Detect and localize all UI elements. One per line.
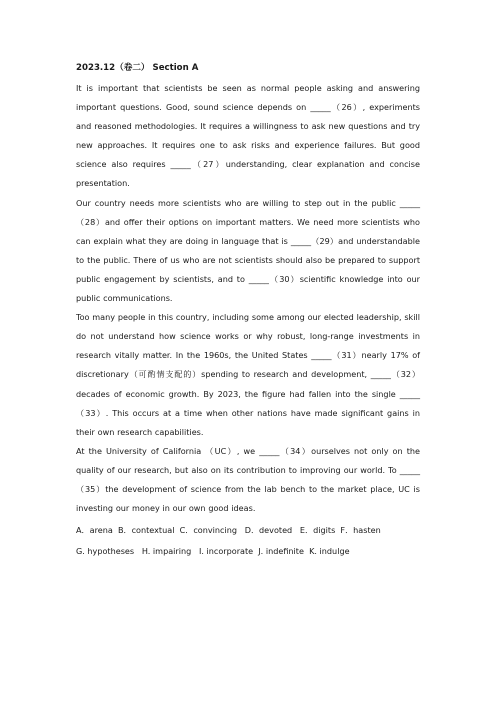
paragraph-3: Too many people in this country, including some among our elected leadership, skill do not understand how science works or why robust, long-range investments in research vitally matter. In the 1960s, the United States _____（31）nearly 17% of discretionary（可酌情支配的）spending to research and development, _____（32）decades of economic growth. By 2023, the figure had fallen into the single _____（33）. This occurs at a time when other nations have made significant gains in their own research capabilities. [76, 312, 420, 437]
section-title: 2023.12（卷二） Section A [76, 63, 199, 73]
word-options-row-1: A．arena B．contextual C．convincing D．devoted E．digits F．hasten [76, 525, 381, 536]
word-options-row-2: G. hypotheses H. impairing I. incorporate J. indefinite K. indulge [76, 546, 350, 557]
document-page [76, 62, 420, 560]
paragraph-1: It is important that scientists be seen as normal people asking and answering important questions. Good, sound science depends on _____（26）, experiments and reasoned methodologies. It requires a willingness to ask new questions and try new approaches. It requires one to ask risks and experience failures. But good science also requires _____（27）understanding, clear explanation and concise presentation. [76, 83, 420, 189]
paragraph-4: At the University of California （UC）, we _____（34）ourselves not only on the quality of our research, but also on its contribution to improving our world. To _____（35）the development of science from the lab bench to the market place, UC is investing our money in our own good ideas. [76, 445, 420, 514]
paragraph-2: Our country needs more scientists who are willing to step out in the public _____（28）and offer their options on important matters. We need more scientists who can explain what they are doing in language that is _____（29）and understandable to the public. There of us who are not scientists should also be prepared to support public engagement by scientists, and to _____（30）scientific knowledge into our public communications. [76, 197, 420, 304]
